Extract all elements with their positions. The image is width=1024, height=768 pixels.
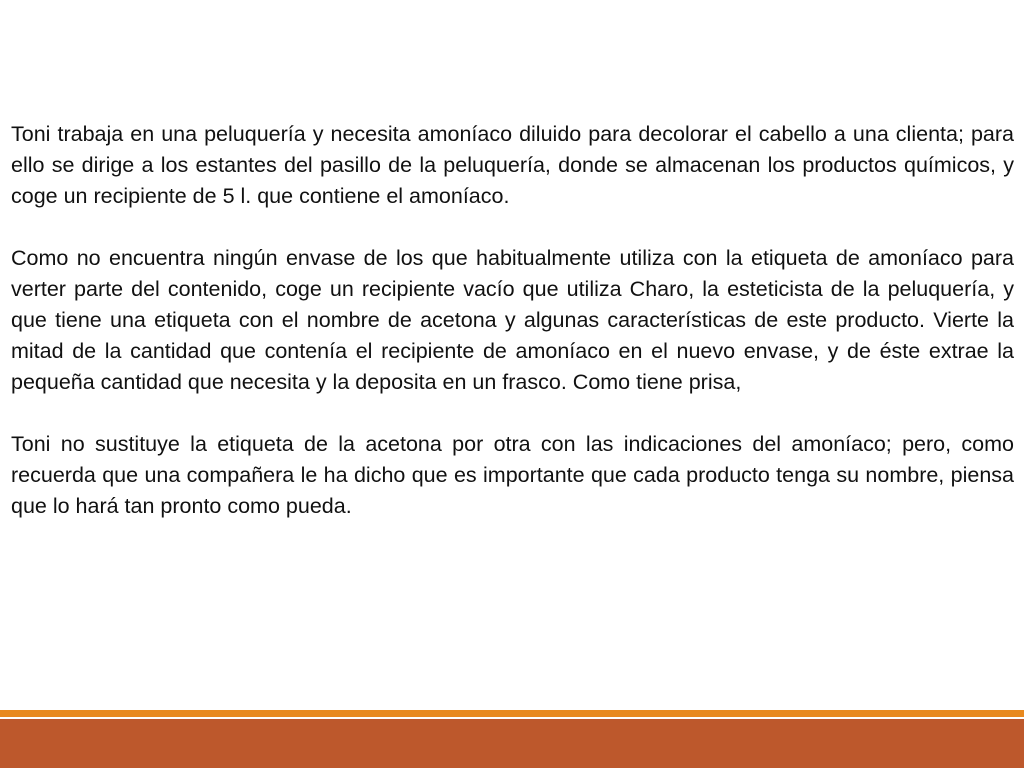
paragraph-2: Como no encuentra ningún envase de los que habitualmente utiliza con la etiqueta de amoníaco para verter parte del contenido, coge un recipiente vacío que utiliza Charo, la esteticista de la peluquería, y que tiene una etiqueta con el nombre de acetona y algunas características de este producto. Vierte la mitad de la cantidad que contenía el recipiente de amoníaco en el nuevo envase, y de éste extrae la pequeña cantidad que necesita y la deposita en un frasco. Como tiene prisa, [11, 246, 1014, 394]
paragraph-1: Toni trabaja en una peluquería y necesita amoníaco diluido para decolorar el cabello a una clienta; para ello se dirige a los estantes del pasillo de la peluquería, donde se almacenan los productos químicos, y coge un recipiente de 5 l. que contiene el amoníaco. [11, 122, 1014, 208]
footer-accent-line [0, 710, 1024, 717]
footer-bar [0, 719, 1024, 768]
paragraph-3: Toni no sustituye la etiqueta de la acetona por otra con las indicaciones del amoníaco; pero, como recuerda que una compañera le ha dicho que es importante que cada producto tenga su nombre, piensa que lo hará tan pronto como pueda. [11, 432, 1014, 518]
slide-body-text [11, 119, 1014, 522]
